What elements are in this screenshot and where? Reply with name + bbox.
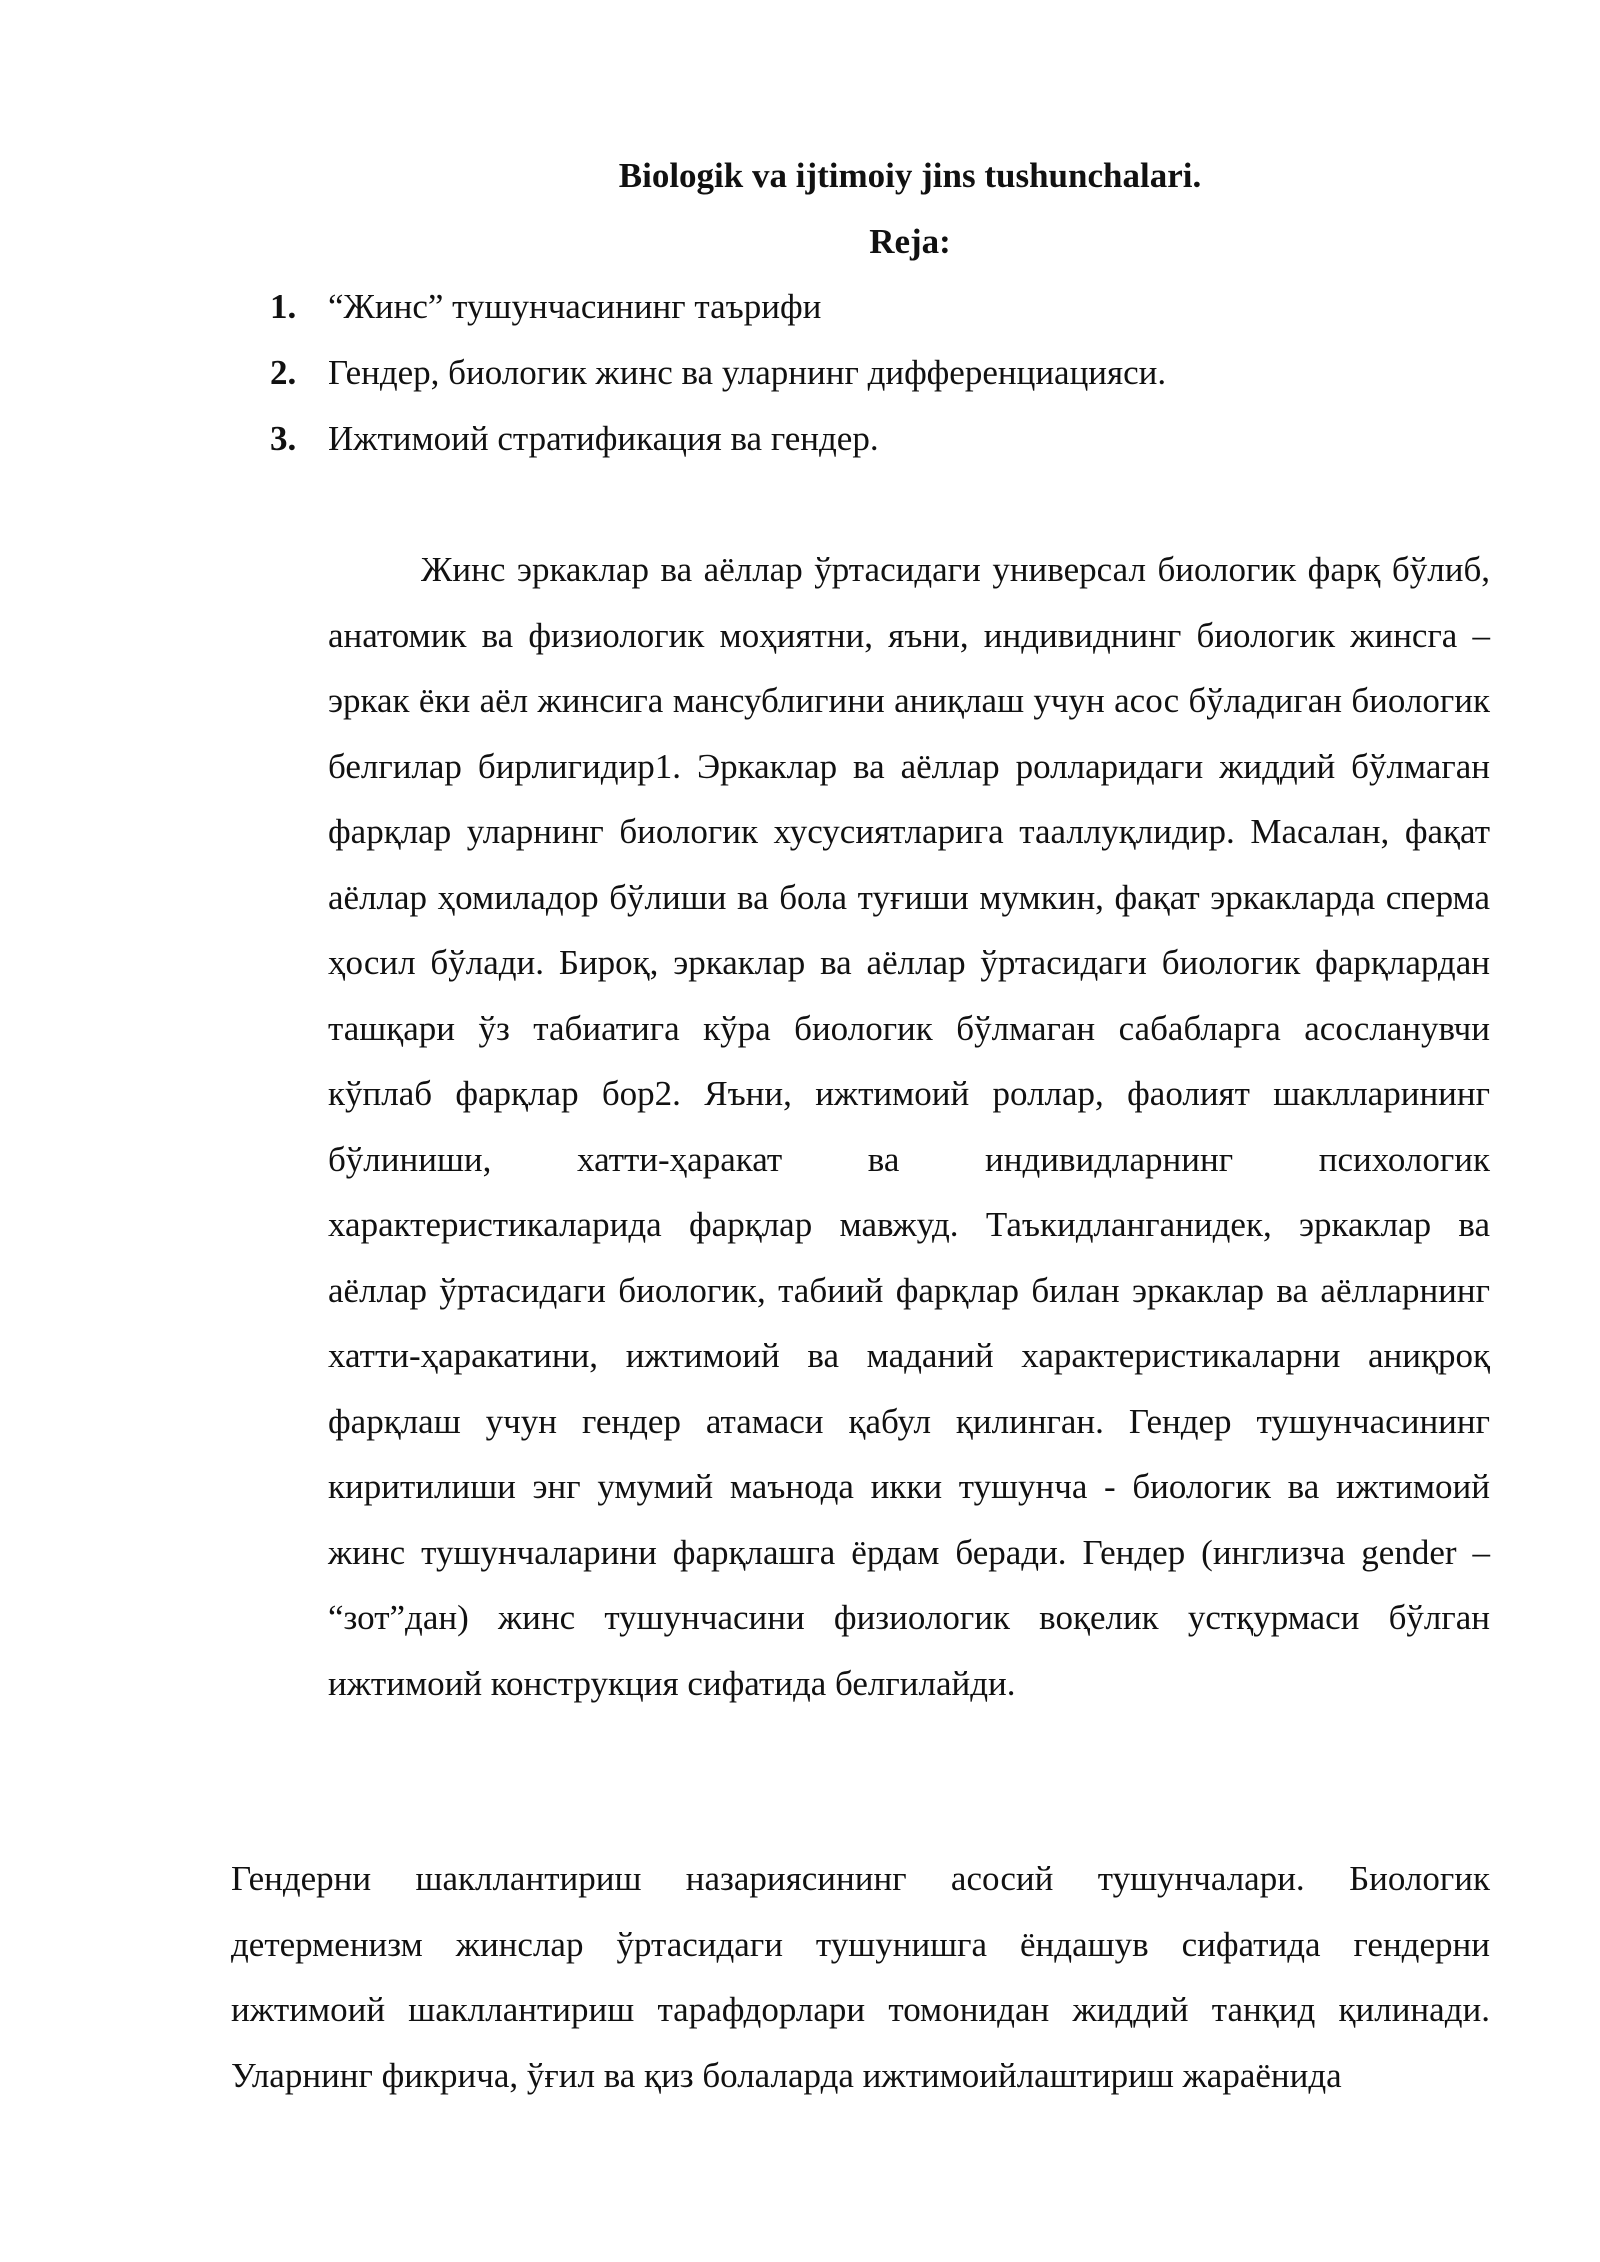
plan-item-number: 3. (270, 419, 297, 458)
plan-item-text: Ижтимоий стратификация ва гендер. (328, 419, 879, 458)
plan-list (270, 283, 1470, 481)
plan-item (270, 415, 1470, 481)
plan-item-text: Гендер, биологик жинс ва уларнинг дифференциацияси. (328, 353, 1167, 392)
plan-item (270, 349, 1470, 415)
body-paragraph-indented: Жинс эркаклар ва аёллар ўртасидаги универсал биологик фарқ бўлиб, анатомик ва физиологик моҳиятни, яъни, индивиднинг биологик жинсга – эркак ёки аёл жинсига мансублигини аниқлаш учун асос бўладиган биологик белгилар бирлигидир1. Эркаклар ва аёллар ролларидаги жиддий бўлмаган фарқлар уларнинг биологик хусусиятларига тааллуқлидир. Масалан, фақат аёллар ҳомиладор бўлиши ва бола туғиши мумкин, фақат эркакларда сперма ҳосил бўлади. Бироқ, эркаклар ва аёллар ўртасидаги биологик фарқлардан ташқари ўз табиатига кўра биологик бўлмаган сабабларга асосланувчи кўплаб фарқлар бор2. Яъни, ижтимоий роллар, фаолият шаклларининг бўлиниши, хатти-ҳаракат ва индивидларнинг психологик характеристикаларида фарқлар мавжуд. Таъкидланганидек, эркаклар ва аёллар ўртасидаги биологик, табиий фарқлар билан эркаклар ва аёлларнинг хатти-ҳаракатини, ижтимоий ва маданий характеристикаларни аниқроқ фарқлаш учун гендер атамаси қабул қилинган. Гендер тушунчасининг киритилиши энг умумий маънода икки тушунча - биологик ва ижтимоий жинс тушунчаларини фарқлашга ёрдам беради. Гендер (инглизча gender – “зот”дан) жинс тушунчасини физиологик воқелик устқурмаси бўлган ижтимоий конструкция сифатида белгилайди. (328, 550, 1490, 1703)
document-title: Biologik va ijtimoiy jins tushunchalari. (618, 156, 1202, 195)
plan-item-number: 2. (270, 353, 297, 392)
plan-item-number: 1. (270, 287, 297, 326)
plan-item-text: “Жинс” тушунчасининг таърифи (328, 287, 822, 326)
plan-item (270, 283, 1470, 349)
plan-heading: Reja: (869, 222, 951, 261)
body-paragraph: Гендерни шакллантириш назариясининг асосий тушунчалари. Биологик детерменизм жинслар ўртасидаги тушунишга ёндашув сифатида гендерни ижтимоий шакллантириш тарафдорлари томонидан жиддий танқид қилинади. Уларнинг фикрича, ўғил ва қиз болаларда ижтимоийлаштириш жараёнида (231, 1859, 1490, 2095)
